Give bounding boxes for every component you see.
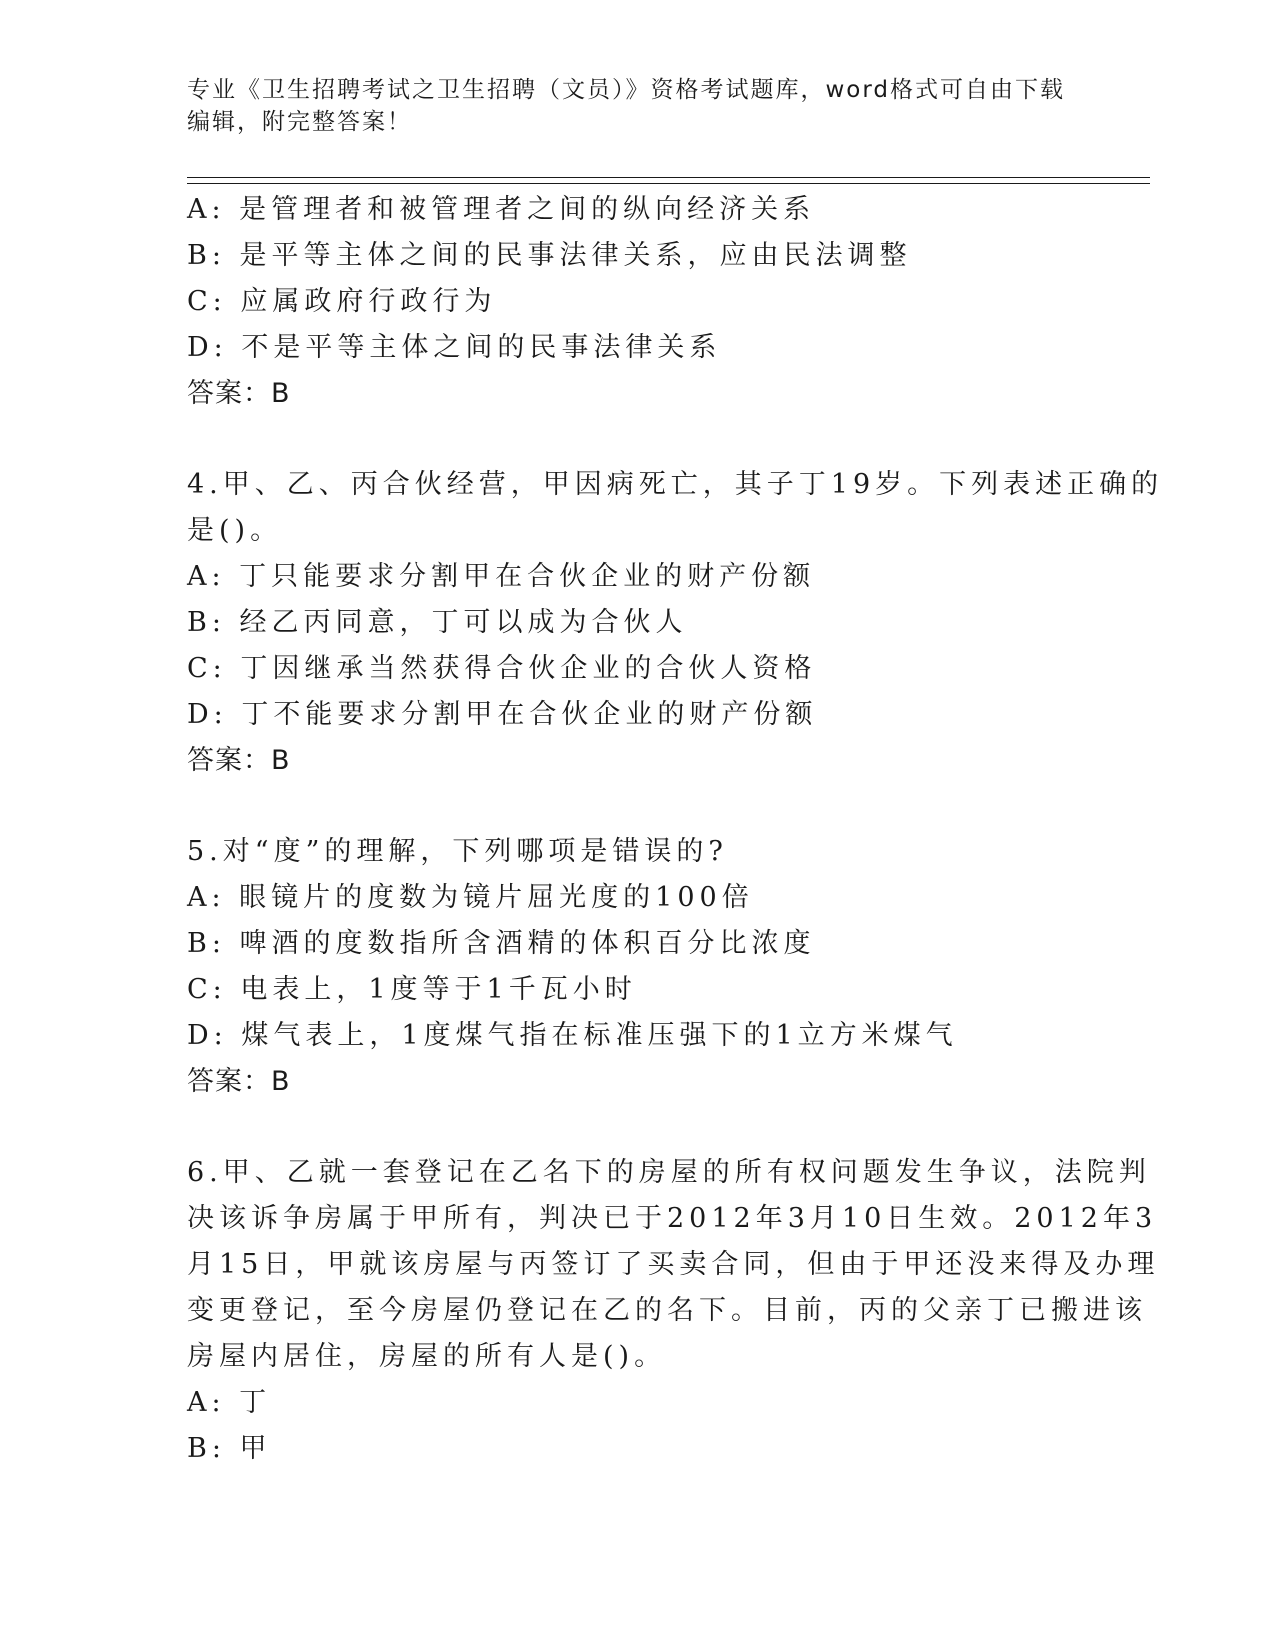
option-c: C: 电表上，1度等于1千瓦小时 [187,974,637,1005]
question-list [187,187,1164,1472]
question-block-6 [187,1150,1160,1472]
block-spacer [187,417,1087,462]
question-block-3 [187,187,1087,417]
option-b: B: 经乙丙同意，丁可以成为合伙人 [187,607,688,638]
question-block-4 [187,462,1164,784]
question-block-5 [187,829,1087,1105]
option-a: A: 丁 [187,1387,272,1418]
header-line-1: 专业《卫生招聘考试之卫生招聘（文员）》资格考试题库，word格式可自由下载 [187,77,1066,103]
option-a: A: 丁只能要求分割甲在合伙企业的财产份额 [187,561,816,592]
question-text-line: 变更登记，至今房屋仍登记在乙的名下。目前，丙的父亲丁已搬进该 [187,1295,1147,1326]
question-text-line: 月15日，甲就该房屋与丙签订了买卖合同，但由于甲还没来得及办理 [187,1249,1160,1280]
block-spacer [187,784,1087,829]
question-text-line: 6.甲、乙就一套登记在乙名下的房屋的所有权问题发生争议，法院判 [187,1157,1151,1188]
option-c: C: 丁因继承当然获得合伙企业的合伙人资格 [187,653,817,684]
question-text-line: 房屋内居住，房屋的所有人是()。 [187,1341,667,1372]
question-text-line: 决该诉争房属于甲所有，判决已于2012年3月10日生效。2012年3 [187,1203,1158,1234]
option-b: B: 甲 [187,1433,272,1464]
option-b: B: 是平等主体之间的民事法律关系，应由民法调整 [187,240,912,271]
option-c: C: 应属政府行政行为 [187,286,497,317]
question-text-line: 4.甲、乙、丙合伙经营，甲因病死亡，其子丁19岁。下列表述正确的 [187,469,1164,500]
question-text-line: 是()。 [187,515,283,546]
document-header [187,74,1067,138]
option-a: A: 是管理者和被管理者之间的纵向经济关系 [187,194,816,225]
answer-line: 答案：B [187,378,291,409]
answer-line: 答案：B [187,745,291,776]
option-a: A: 眼镜片的度数为镜片屈光度的100倍 [187,882,754,913]
answer-line: 答案：B [187,1066,291,1097]
block-spacer [187,1105,1087,1150]
option-d: D: 不是平等主体之间的民事法律关系 [187,332,722,363]
option-b: B: 啤酒的度数指所含酒精的体积百分比浓度 [187,928,816,959]
header-rule-top [187,177,1150,178]
header-line-2: 编辑，附完整答案！ [187,109,412,135]
header-rule-bottom [187,183,1150,184]
question-text-line: 5.对“度”的理解，下列哪项是错误的? [187,836,728,867]
option-d: D: 煤气表上，1度煤气指在标准压强下的1立方米煤气 [187,1020,958,1051]
option-d: D: 丁不能要求分割甲在合伙企业的财产份额 [187,699,818,730]
